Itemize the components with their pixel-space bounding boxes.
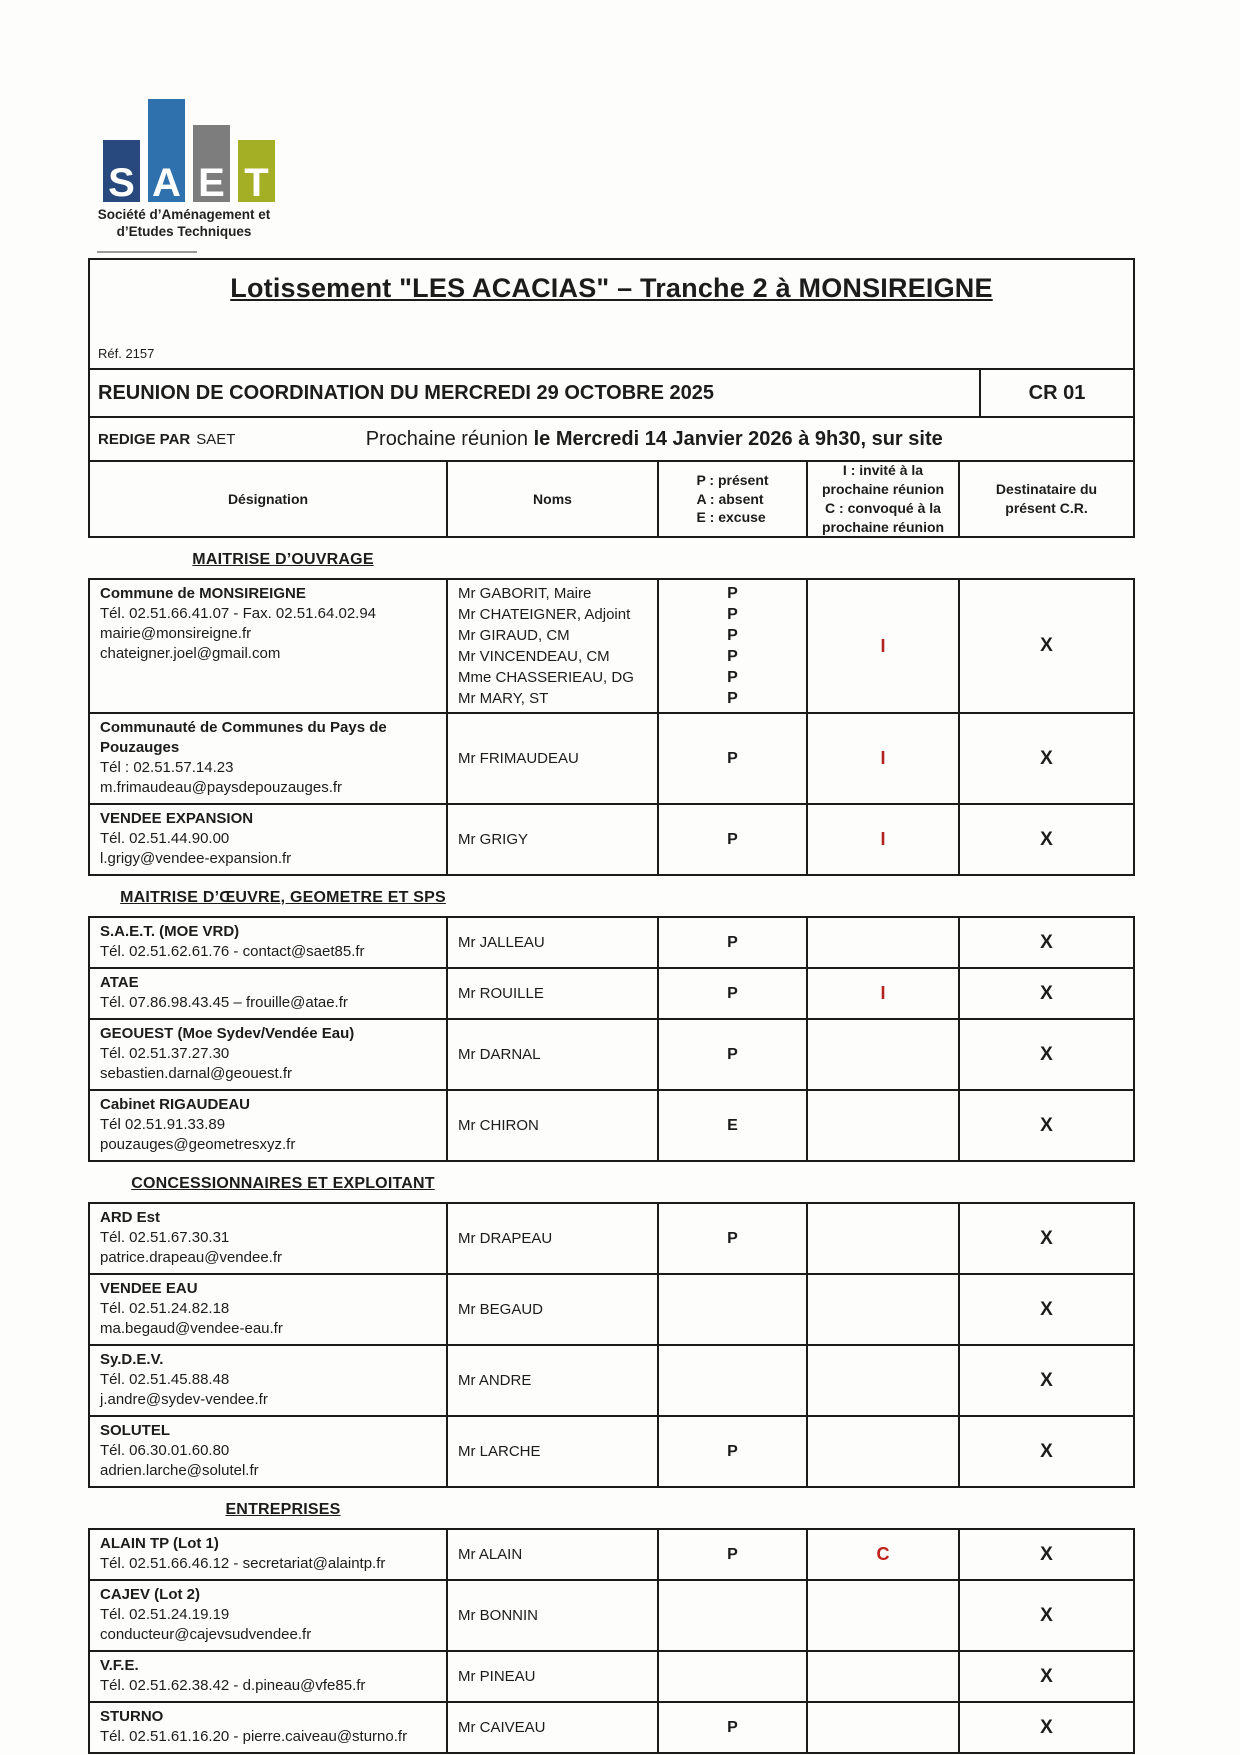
destinataire-mark: X	[1040, 1043, 1053, 1065]
name-line: Mr ROUILLE	[458, 985, 544, 1002]
section-heading-band	[88, 876, 478, 916]
legend-line: présent C.R.	[1005, 500, 1088, 516]
invite-cell	[806, 1581, 958, 1650]
logo-bar	[238, 140, 275, 205]
noms-cell	[446, 1204, 657, 1273]
designation-line: Cabinet RIGAUDEAU	[100, 1096, 251, 1113]
legend-line: E : excuse	[696, 509, 766, 526]
section-heading: CONCESSIONNAIRES ET EXPLOITANT	[131, 1175, 435, 1192]
table-row	[90, 580, 1133, 712]
invite-cell	[806, 1275, 958, 1344]
participants-table	[88, 578, 1135, 876]
table-row	[90, 1650, 1133, 1701]
presence-cell	[657, 1581, 806, 1650]
name-line: Mr CHATEIGNER, Adjoint	[458, 606, 631, 623]
column-noms: Noms	[446, 462, 657, 536]
logo-caption-line: Société d’Aménagement et	[97, 207, 271, 222]
designation-line: Tél. 06.30.01.60.80	[100, 1442, 230, 1459]
destinataire-cell	[958, 1417, 1133, 1486]
destinataire-mark: X	[1040, 1114, 1053, 1136]
table-row	[90, 803, 1133, 874]
presence-cell	[657, 918, 806, 967]
name-line: Mr GABORIT, Maire	[458, 585, 592, 602]
designation-line: ARD Est	[100, 1209, 161, 1226]
table-row	[90, 1273, 1133, 1344]
presence-mark: P	[727, 627, 738, 644]
designation-cell	[90, 1417, 446, 1486]
next-meeting-prefix: Prochaine réunion	[365, 427, 529, 450]
column-presence-legend	[657, 462, 806, 536]
table-row	[90, 712, 1133, 803]
name-line: Mr DARNAL	[458, 1046, 541, 1063]
legend-line: C : convoqué à la	[825, 500, 941, 516]
presence-cell	[657, 714, 806, 803]
invite-cell	[806, 1652, 958, 1701]
legend-line: I : invité à la	[842, 462, 924, 479]
destinataire-mark: X	[1040, 1227, 1053, 1249]
destinataire-cell	[958, 1530, 1133, 1579]
reference-number: Réf. 2157	[98, 346, 155, 361]
table-row	[90, 1415, 1133, 1486]
name-line: Mr DRAPEAU	[458, 1230, 553, 1247]
designation-line: sebastien.darnal@geouest.fr	[100, 1065, 293, 1082]
invite-cell	[806, 969, 958, 1018]
name-line: Mr ANDRE	[458, 1372, 532, 1389]
noms-cell	[446, 1530, 657, 1579]
saet-logo-bars	[103, 100, 280, 205]
report-number-badge: CR 01	[979, 370, 1133, 416]
designation-line: ALAIN TP (Lot 1)	[100, 1535, 219, 1552]
legend-line: P : présent	[696, 471, 769, 488]
section-heading: ENTREPRISES	[225, 1501, 341, 1518]
presence-mark: P	[727, 606, 738, 623]
designation-line: Tél. 02.51.61.16.20 - pierre.caiveau@sturno.fr	[100, 1728, 408, 1745]
designation-line: Tél. 02.51.66.41.07 - Fax. 02.51.64.02.94	[100, 605, 377, 622]
noms-cell	[446, 918, 657, 967]
name-line: Mr VINCENDEAU, CM	[458, 648, 610, 665]
presence-mark: P	[727, 750, 738, 767]
designation-line: ATAE	[100, 974, 139, 991]
name-line: Mr ALAIN	[458, 1546, 523, 1563]
noms-cell	[446, 805, 657, 874]
destinataire-cell	[958, 969, 1133, 1018]
section-heading: MAITRISE D’ŒUVRE, GEOMETRE ET SPS	[120, 889, 446, 906]
invite-cell	[806, 714, 958, 803]
logo-divider	[97, 251, 197, 253]
destinataire-mark: X	[1040, 635, 1053, 656]
presence-mark: P	[727, 585, 738, 602]
name-line: Mr LARCHE	[458, 1443, 541, 1460]
destinataire-cell	[958, 580, 1133, 712]
noms-cell	[446, 580, 657, 712]
designation-cell	[90, 1091, 446, 1160]
designation-line: Commune de MONSIREIGNE	[100, 585, 306, 602]
destinataire-mark: X	[1040, 1604, 1053, 1626]
designation-cell	[90, 1275, 446, 1344]
table-row	[90, 1018, 1133, 1089]
name-line: Mr BEGAUD	[458, 1301, 544, 1318]
presence-cell	[657, 1652, 806, 1701]
designation-line: Tél. 02.51.62.38.42 - d.pineau@vfe85.fr	[100, 1677, 366, 1694]
designation-cell	[90, 1346, 446, 1415]
designation-cell	[90, 969, 446, 1018]
table-row	[90, 1344, 1133, 1415]
designation-line: Communauté de Communes du Pays de Pouzauges	[100, 719, 387, 756]
participants-table	[88, 1202, 1135, 1488]
noms-cell	[446, 1417, 657, 1486]
table-column-header	[88, 460, 1135, 538]
designation-line: Tél 02.51.91.33.89	[100, 1116, 226, 1133]
invite-cell	[806, 1417, 958, 1486]
name-line: Mr CAIVEAU	[458, 1719, 546, 1736]
noms-cell	[446, 1652, 657, 1701]
table-row	[90, 1204, 1133, 1273]
designation-line: SOLUTEL	[100, 1422, 170, 1439]
title-box	[88, 258, 1135, 370]
table-row	[90, 1579, 1133, 1650]
presence-mark: P	[727, 1046, 738, 1063]
invite-mark: I	[880, 635, 886, 656]
logo-letter: A	[152, 161, 181, 205]
legend-line: Destinataire du	[995, 481, 1098, 498]
designation-cell	[90, 1581, 446, 1650]
noms-cell	[446, 1020, 657, 1089]
section-heading-band	[88, 538, 478, 578]
destinataire-cell	[958, 1275, 1133, 1344]
destinataire-cell	[958, 1204, 1133, 1273]
name-line: Mr CHIRON	[458, 1117, 539, 1134]
name-line: Mr BONNIN	[458, 1607, 538, 1624]
name-line: Mr GIRAUD, CM	[458, 627, 570, 644]
designation-line: conducteur@cajevsudvendee.fr	[100, 1626, 312, 1643]
table-row	[90, 967, 1133, 1018]
column-destinataire	[958, 462, 1133, 536]
presence-cell	[657, 1417, 806, 1486]
name-line: Mr JALLEAU	[458, 934, 545, 951]
presence-legend-lines	[696, 471, 768, 528]
presence-mark: P	[727, 1719, 738, 1736]
destinataire-cell	[958, 1703, 1133, 1752]
presence-cell	[657, 969, 806, 1018]
name-line: Mr GRIGY	[458, 831, 528, 848]
noms-cell	[446, 969, 657, 1018]
destinataire-mark: X	[1040, 1543, 1053, 1565]
designation-line: Tél. 02.51.67.30.31	[100, 1229, 230, 1246]
invite-cell	[806, 1346, 958, 1415]
invite-mark: I	[880, 983, 886, 1003]
presence-cell	[657, 1020, 806, 1089]
destinataire-cell	[958, 1346, 1133, 1415]
participants-section	[88, 538, 1135, 876]
page-title: Lotissement "LES ACACIAS" – Tranche 2 à MONSIREIGNE	[230, 273, 993, 303]
destinataire-cell	[958, 805, 1133, 874]
presence-mark: P	[727, 934, 738, 951]
column-designation: Désignation	[227, 490, 309, 507]
designation-cell	[90, 1020, 446, 1089]
table-row	[90, 918, 1133, 967]
noms-cell	[446, 1091, 657, 1160]
noms-cell	[446, 1346, 657, 1415]
designation-cell	[90, 714, 446, 803]
designation-line: mairie@monsireigne.fr	[100, 625, 252, 642]
table-row	[90, 1701, 1133, 1752]
noms-cell	[446, 1703, 657, 1752]
designation-line: ma.begaud@vendee-eau.fr	[100, 1320, 283, 1337]
designation-line: patrice.drapeau@vendee.fr	[100, 1249, 283, 1266]
logo-bar	[148, 99, 185, 205]
presence-mark: P	[727, 690, 738, 707]
saet-logo	[95, 100, 280, 253]
invite-cell	[806, 805, 958, 874]
designation-cell	[90, 580, 446, 712]
designation-line: VENDEE EAU	[100, 1280, 198, 1297]
designation-line: Tél. 02.51.66.46.12 - secretariat@alaintp.fr	[100, 1555, 386, 1572]
presence-mark: P	[727, 985, 738, 1002]
logo-letter: S	[108, 161, 135, 205]
participants-section	[88, 1162, 1135, 1488]
designation-cell	[90, 1652, 446, 1701]
presence-cell	[657, 805, 806, 874]
written-by-value: SAET	[196, 430, 236, 448]
destinataire-mark: X	[1040, 828, 1053, 850]
section-heading-band	[88, 1162, 478, 1202]
legend-line: A : absent	[696, 490, 764, 507]
designation-line: STURNO	[100, 1708, 164, 1725]
designation-line: S.A.E.T. (MOE VRD)	[100, 923, 240, 940]
destinataire-cell	[958, 1581, 1133, 1650]
participants-section	[88, 1488, 1135, 1754]
noms-cell	[446, 1581, 657, 1650]
logo-letter: T	[244, 161, 269, 205]
designation-line: Tél. 02.51.24.82.18	[100, 1300, 230, 1317]
designation-line: VENDEE EXPANSION	[100, 810, 254, 827]
invite-cell	[806, 1020, 958, 1089]
logo-bar	[193, 125, 230, 205]
meeting-row	[88, 368, 1135, 418]
section-heading: MAITRISE D’OUVRAGE	[192, 551, 374, 568]
next-meeting-date: le Mercredi 14 Janvier 2026 à 9h30, sur site	[533, 427, 943, 450]
destinataire-mark: X	[1040, 747, 1053, 769]
presence-mark: P	[727, 1443, 738, 1460]
destinataire-cell	[958, 1020, 1133, 1089]
logo-caption	[95, 207, 273, 241]
designation-line: j.andre@sydev-vendee.fr	[100, 1391, 268, 1408]
presence-cell	[657, 1346, 806, 1415]
report-frame	[88, 258, 1135, 1754]
designation-line: Tél : 02.51.57.14.23	[100, 759, 234, 776]
designation-line: pouzauges@geometresxyz.fr	[100, 1136, 296, 1153]
written-by-label: REDIGE PAR	[98, 430, 191, 448]
designation-cell	[90, 805, 446, 874]
author-row	[88, 416, 1135, 462]
designation-line: chateigner.joel@gmail.com	[100, 645, 281, 662]
presence-mark: P	[727, 648, 738, 665]
noms-cell	[446, 714, 657, 803]
designation-line: CAJEV (Lot 2)	[100, 1586, 201, 1603]
next-meeting	[235, 428, 1133, 451]
presence-cell	[657, 1703, 806, 1752]
presence-mark: P	[727, 669, 738, 686]
designation-line: l.grigy@vendee-expansion.fr	[100, 850, 292, 867]
presence-mark: P	[727, 1230, 738, 1247]
designation-line: Sy.D.E.V.	[100, 1351, 164, 1368]
section-heading-band	[88, 1488, 478, 1528]
designation-line: V.F.E.	[100, 1657, 139, 1674]
name-line: Mme CHASSERIEAU, DG	[458, 669, 634, 686]
designation-line: Tél. 07.86.98.43.45 – frouille@atae.fr	[100, 994, 348, 1011]
designation-cell	[90, 1703, 446, 1752]
presence-mark: P	[727, 831, 738, 848]
presence-cell	[657, 580, 806, 712]
invite-mark: I	[880, 748, 886, 768]
invite-cell	[806, 1703, 958, 1752]
table-row	[90, 1089, 1133, 1160]
destinataire-mark: X	[1040, 1369, 1053, 1391]
destinataire-mark: X	[1040, 982, 1053, 1004]
legend-line: prochaine réunion	[821, 481, 945, 498]
legend-line: prochaine réunion	[821, 518, 945, 535]
participants-table	[88, 916, 1135, 1162]
column-invite-legend	[806, 462, 958, 536]
presence-mark: E	[727, 1117, 738, 1134]
logo-caption-line: d’Etudes Techniques	[116, 223, 252, 239]
destinataire-cell	[958, 1652, 1133, 1701]
sections-container	[88, 538, 1135, 1754]
destinataire-mark: X	[1040, 1716, 1053, 1738]
table-row	[90, 1530, 1133, 1579]
destinataire-mark: X	[1040, 931, 1053, 953]
presence-cell	[657, 1091, 806, 1160]
designation-line: Tél. 02.51.37.27.30	[100, 1045, 230, 1062]
logo-letter: E	[198, 161, 225, 205]
presence-cell	[657, 1204, 806, 1273]
name-line: Mr FRIMAUDEAU	[458, 750, 579, 767]
designation-line: m.frimaudeau@paysdepouzauges.fr	[100, 779, 343, 796]
presence-cell	[657, 1530, 806, 1579]
destinataire-mark: X	[1040, 1298, 1053, 1320]
designation-line: Tél. 02.51.45.88.48	[100, 1371, 230, 1388]
designation-cell	[90, 1204, 446, 1273]
designation-line: Tél. 02.51.44.90.00	[100, 830, 230, 847]
presence-cell	[657, 1275, 806, 1344]
meeting-title: REUNION DE COORDINATION DU MERCREDI 29 OCTOBRE 2025	[98, 381, 715, 404]
invite-cell	[806, 918, 958, 967]
noms-cell	[446, 1275, 657, 1344]
invite-mark: I	[880, 829, 886, 849]
invite-mark: C	[876, 1544, 890, 1564]
logo-bar	[103, 140, 140, 205]
invite-cell	[806, 1530, 958, 1579]
destinataire-cell	[958, 714, 1133, 803]
destinataire-cell	[958, 1091, 1133, 1160]
designation-line: Tél. 02.51.24.19.19	[100, 1606, 230, 1623]
invite-cell	[806, 1204, 958, 1273]
designation-line: adrien.larche@solutel.fr	[100, 1462, 259, 1479]
designation-line: GEOUEST (Moe Sydev/Vendée Eau)	[100, 1025, 355, 1042]
designation-cell	[90, 1530, 446, 1579]
name-line: Mr MARY, ST	[458, 690, 549, 707]
invite-cell	[806, 1091, 958, 1160]
destinataire-mark: X	[1040, 1665, 1053, 1687]
name-line: Mr PINEAU	[458, 1668, 536, 1685]
destinataire-cell	[958, 918, 1133, 967]
designation-line: Tél. 02.51.62.61.76 - contact@saet85.fr	[100, 943, 365, 960]
participants-table	[88, 1528, 1135, 1754]
designation-cell	[90, 918, 446, 967]
participants-section	[88, 876, 1135, 1162]
destinataire-mark: X	[1040, 1440, 1053, 1462]
invite-cell	[806, 580, 958, 712]
presence-mark: P	[727, 1546, 738, 1563]
